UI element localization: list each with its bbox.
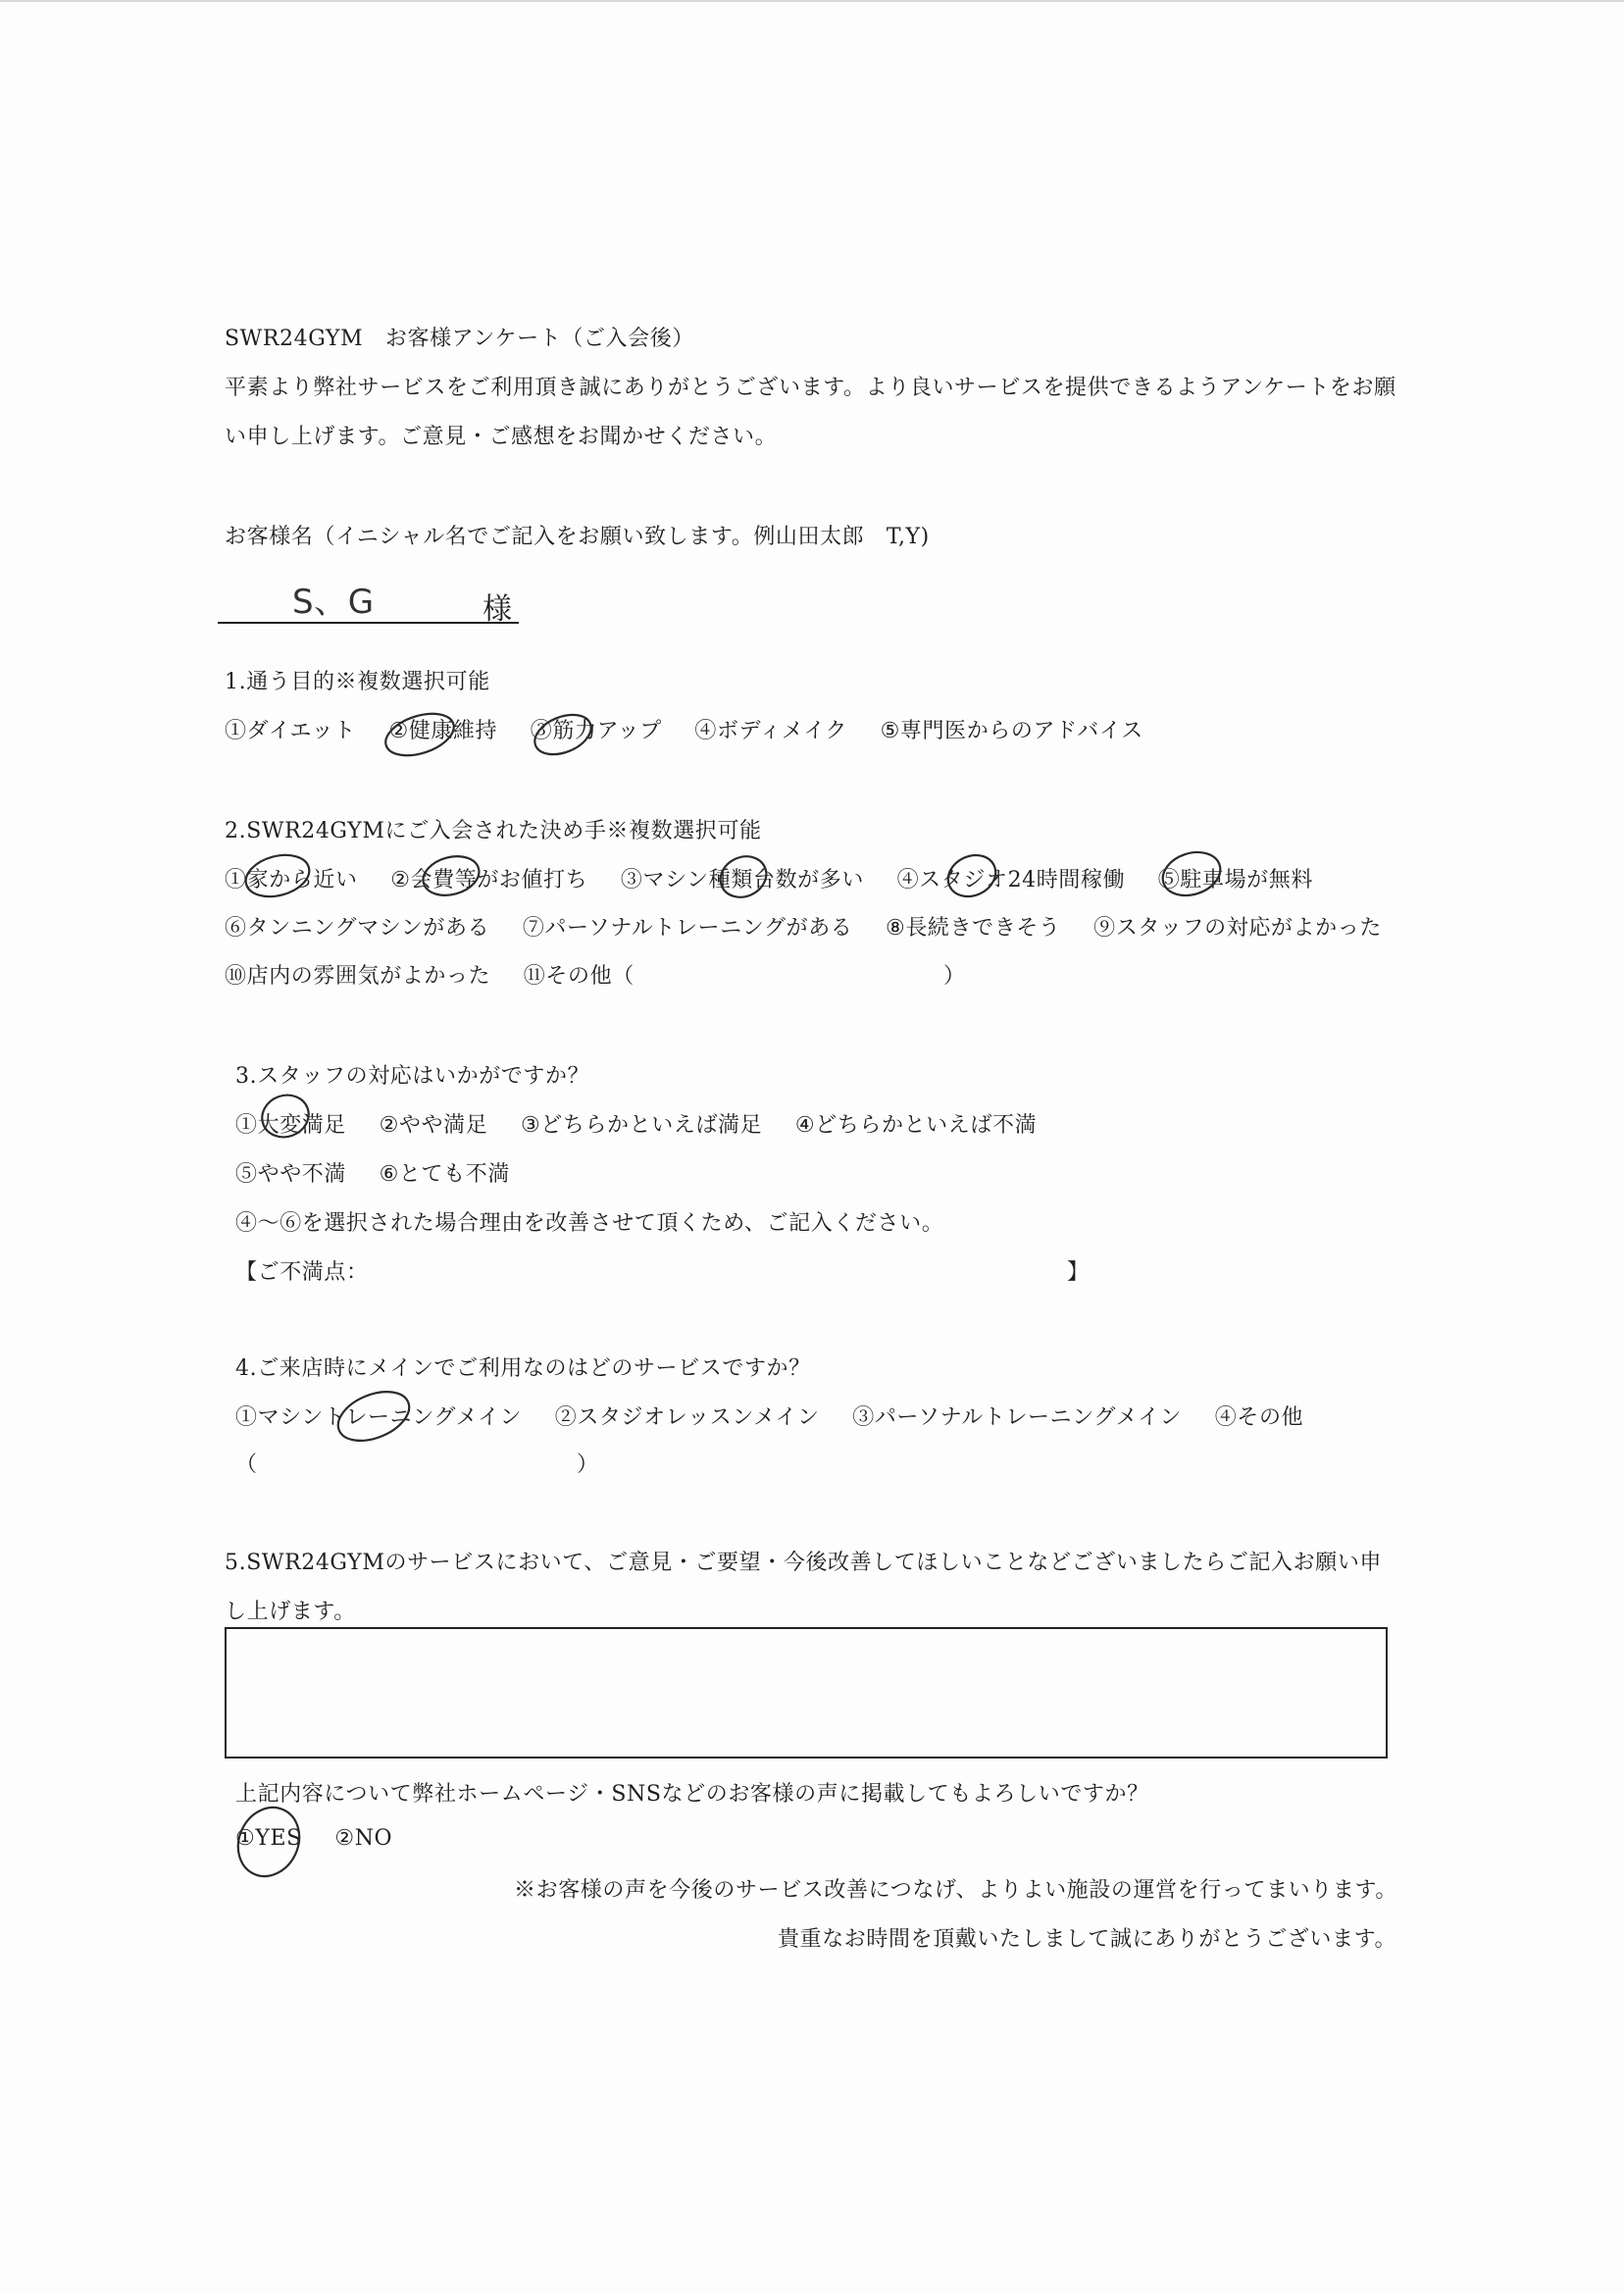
q3-option-rather-dissatisfied[interactable]: ④どちらかといえば不満 <box>794 1113 1038 1138</box>
q4-option-studio[interactable]: ②スタジオレッスンメイン <box>554 1405 820 1430</box>
q4-option-other[interactable]: ④その他 <box>1214 1405 1304 1430</box>
footer-note2: 貴重なお時間を頂戴いたしまして誠にありがとうございます。 <box>778 1927 1397 1952</box>
q3-options-row2 <box>235 1157 510 1188</box>
q2-option-near-home[interactable]: ①家から近い <box>225 868 358 892</box>
q1-option-strength[interactable]: ③筋力アップ <box>530 719 662 743</box>
q1-options <box>225 714 1143 744</box>
q2-options-row3 <box>225 959 634 990</box>
q4-option-personal[interactable]: ③パーソナルトレーニングメイン <box>852 1405 1183 1430</box>
publish-question: 上記内容について弊社ホームページ・SNSなどのお客様の声に掲載してもよろしいですか？ <box>235 1782 1149 1807</box>
scan-edge <box>0 0 1624 2</box>
q2-options-row2 <box>225 911 1382 942</box>
q1-option-health[interactable]: ②健康維持 <box>388 719 498 743</box>
q3-option-somewhat-dissatisfied[interactable]: ⑤やや不満 <box>235 1162 347 1187</box>
customer-initials[interactable]: S、G <box>292 583 375 622</box>
intro-text-line2: い申し上げます。ご意見・ご感想をお聞かせください。 <box>225 425 778 449</box>
q2-option-continue[interactable]: ⑧長続きできそう <box>886 916 1061 941</box>
customer-name-label: お客様名（イニシャル名でご記入をお願い致します。例山田太郎 T,Y) <box>225 525 930 549</box>
q1-option-diet[interactable]: ①ダイエット <box>225 719 356 743</box>
q2-option-tanning[interactable]: ⑥タンニングマシンがある <box>225 916 490 941</box>
publish-option-no[interactable]: ②NO <box>334 1826 393 1851</box>
q2-option-studio-24h[interactable]: ④スタジオ24時間稼働 <box>896 868 1126 892</box>
q2-options-row1 <box>225 863 1313 893</box>
survey-title: SWR24GYM お客様アンケート（ご入会後） <box>225 327 694 351</box>
q1-option-doctor[interactable]: ⑤専門医からのアドバイス <box>880 719 1143 743</box>
footer-note1: ※お客様の声を今後のサービス改善につなげ、よりよい施設の運営を行ってまいります。 <box>514 1878 1397 1903</box>
q2-option-fee[interactable]: ②会費等がお値打ち <box>390 868 588 892</box>
q3-complaint-label[interactable]: 【ご不満点： <box>235 1260 369 1285</box>
q5-question-line2: し上げます。 <box>225 1600 356 1624</box>
publish-option-yes[interactable]: ①YES <box>235 1826 302 1851</box>
publish-options <box>235 1826 392 1851</box>
q4-question: 4.ご来店時にメインでご利用なのはどのサービスですか？ <box>235 1356 811 1381</box>
q5-question-line1: 5.SWR24GYMのサービスにおいて、ご意見・ご要望・今後改善してほしいことなどございましたらご記入お願い申 <box>225 1551 1383 1575</box>
q2-other-close-paren: ） <box>943 964 966 989</box>
q4-other-open-paren: （ <box>235 1453 258 1477</box>
q2-option-staff[interactable]: ⑨スタッフの対応がよかった <box>1093 916 1382 941</box>
q4-other-close-paren: ） <box>577 1453 599 1477</box>
q3-option-very-dissatisfied[interactable]: ⑥とても不満 <box>379 1162 510 1187</box>
q2-option-machines[interactable]: ③マシン種類台数が多い <box>620 868 864 892</box>
q3-note: ④～⑥を選択された場合理由を改善させて頂くため、ご記入ください。 <box>235 1211 944 1236</box>
q3-question: 3.スタッフの対応はいかがですか？ <box>235 1064 590 1089</box>
q1-option-bodymake[interactable]: ④ボディメイク <box>694 719 847 743</box>
q2-question: 2.SWR24GYMにご入会された決め手※複数選択可能 <box>225 819 762 843</box>
q3-option-rather-satisfied[interactable]: ③どちらかといえば満足 <box>520 1113 763 1138</box>
q4-options <box>235 1401 1303 1431</box>
q2-option-parking[interactable]: ⑤駐車場が無料 <box>1157 868 1313 892</box>
q2-option-atmosphere[interactable]: ⑩店内の雰囲気がよかった <box>225 964 491 989</box>
q4-option-machine[interactable]: ①マシントレーニングメイン <box>235 1405 523 1430</box>
intro-text-line1: 平素より弊社サービスをご利用頂き誠にありがとうございます。より良いサービスを提供できるようアンケートをお願 <box>225 376 1396 400</box>
q2-option-personal[interactable]: ⑦パーソナルトレーニングがある <box>522 916 853 941</box>
q1-question: 1.通う目的※複数選択可能 <box>225 670 490 694</box>
comment-text <box>227 1629 1386 1649</box>
q3-option-somewhat-satisfied[interactable]: ②やや満足 <box>379 1113 488 1138</box>
comment-box[interactable] <box>225 1627 1388 1759</box>
q3-option-very-satisfied[interactable]: ①大変満足 <box>235 1113 347 1138</box>
q2-option-other[interactable]: ⑪その他（ <box>523 964 634 989</box>
honorific-sama: 様 <box>482 592 513 627</box>
q3-complaint-close: 】 <box>1067 1260 1090 1285</box>
q3-options-row1 <box>235 1108 1037 1139</box>
name-underline <box>218 622 519 624</box>
